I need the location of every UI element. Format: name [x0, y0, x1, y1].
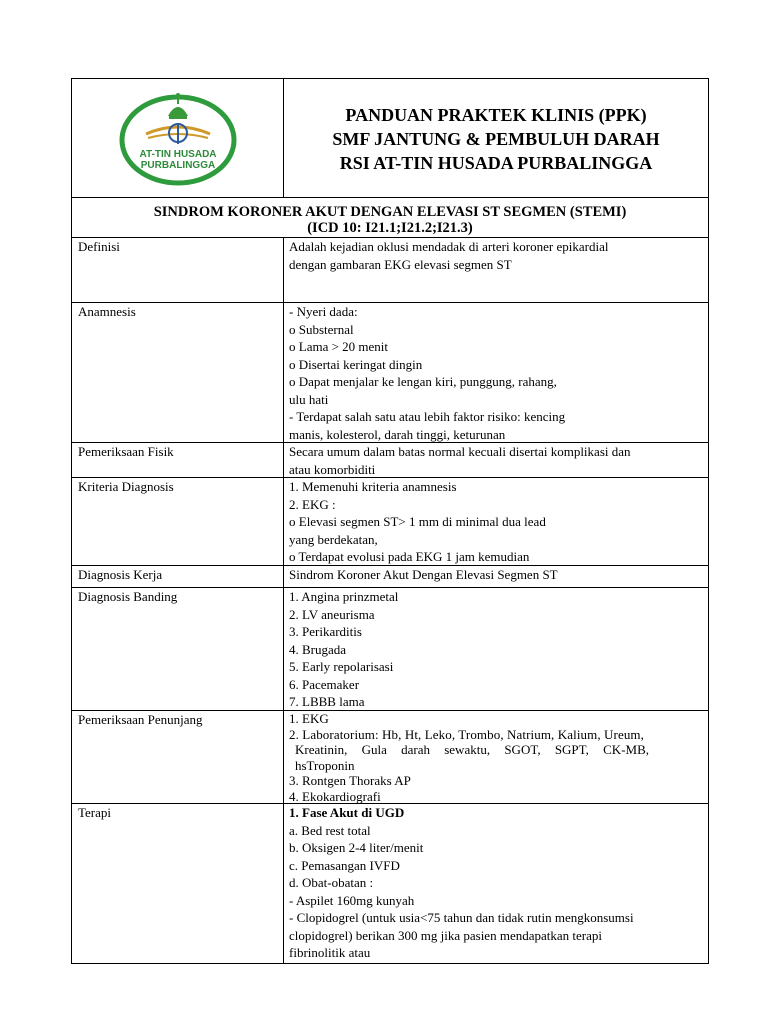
text-line: d. Obat-obatan : [289, 875, 374, 890]
text-line: 1. Memenuhi kriteria anamnesis [289, 479, 457, 494]
text-line: o Disertai keringat dingin [289, 356, 423, 372]
text-line: - Clopidogrel (untuk usia<75 tahun dan tidak rutin mengkonsumsi [289, 910, 634, 925]
content-anamnesis [284, 303, 708, 442]
text-line: 7. LBBB lama [289, 694, 365, 709]
text-line: ulu hati [289, 391, 329, 407]
document-header [71, 78, 709, 198]
text-line: o Dapat menjalar ke lengan kiri, punggung, rahang, [289, 374, 557, 389]
label-diagnosis-kerja: Diagnosis Kerja [72, 566, 284, 587]
text-line: a. Bed rest total [289, 822, 371, 838]
logo-text-2: PURBALINGGA [140, 160, 215, 171]
label-terapi: Terapi [72, 804, 284, 963]
text-line: atau komorbiditi [289, 461, 376, 477]
content-terapi [284, 804, 708, 963]
row-pemeriksaan-penunjang [71, 711, 709, 804]
row-anamnesis [71, 303, 709, 443]
text-line: o Substernal [289, 321, 354, 337]
text-line: manis, kolesterol, darah tinggi, keturunan [289, 426, 506, 442]
row-diagnosis-kerja [71, 566, 709, 588]
text-line: hsTroponin [295, 757, 355, 773]
text-line: 1. Angina prinzmetal [289, 589, 399, 604]
text-line: o Lama > 20 menit [289, 339, 389, 354]
text-line: 3. Rontgen Thoraks AP [289, 773, 411, 788]
text-line: clopidogrel) berikan 300 mg jika pasien mendapatkan terapi [289, 927, 602, 943]
text-line: dengan gambaran EKG elevasi segmen ST [289, 256, 512, 272]
text-line: Kreatinin, Gula darah sewaktu, SGOT, SGPT, CK-MB, [295, 742, 650, 757]
row-definisi [71, 238, 709, 303]
logo-cell [72, 79, 284, 197]
label-pemeriksaan-fisik: Pemeriksaan Fisik [72, 443, 284, 477]
title-line-2: SMF JANTUNG & PEMBULUH DARAH [332, 129, 660, 149]
text-line: - Aspilet 160mg kunyah [289, 892, 415, 908]
text-line: yang berdekatan, [289, 531, 378, 547]
text-line: o Terdapat evolusi pada EKG 1 jam kemudian [289, 549, 530, 564]
label-pemeriksaan-penunjang: Pemeriksaan Penunjang [72, 711, 284, 803]
text-line: b. Oksigen 2-4 liter/menit [289, 840, 424, 855]
terapi-heading: 1. Fase Akut di UGD [289, 805, 405, 820]
text-line: Sindrom Koroner Akut Dengan Elevasi Segmen ST [289, 567, 558, 582]
text-line: 2. EKG : [289, 496, 336, 512]
text-line: 4. Brugada [289, 641, 347, 657]
row-kriteria-diagnosis [71, 478, 709, 566]
row-diagnosis-banding [71, 588, 709, 711]
text-line: c. Pemasangan IVFD [289, 857, 400, 873]
label-anamnesis: Anamnesis [72, 303, 284, 442]
ppk-document [71, 78, 709, 964]
text-line: o Elevasi segmen ST> 1 mm di minimal dua lead [289, 514, 546, 529]
text-line: - Terdapat salah satu atau lebih faktor risiko: kencing [289, 409, 566, 424]
label-definisi: Definisi [72, 238, 284, 302]
text-line: 1. EKG [289, 711, 329, 726]
content-definisi [284, 238, 708, 302]
text-line: - Nyeri dada: [289, 304, 358, 319]
diagnosis-title [71, 198, 709, 238]
text-line: Adalah kejadian oklusi mendadak di arteri koroner epikardial [289, 239, 609, 254]
text-line: 5. Early repolarisasi [289, 659, 394, 674]
label-diagnosis-banding: Diagnosis Banding [72, 588, 284, 710]
row-terapi [71, 804, 709, 964]
text-line: 6. Pacemaker [289, 676, 360, 692]
text-line: 2. LV aneurisma [289, 606, 375, 622]
diagnosis-title-line-1: SINDROM KORONER AKUT DENGAN ELEVASI ST SEGMEN (STEMI) [153, 204, 627, 220]
logo-text-1: AT-TIN HUSADA [138, 149, 217, 160]
text-line: 2. Laboratorium: Hb, Ht, Leko, Trombo, Natrium, Kalium, Ureum, [289, 726, 644, 742]
content-diagnosis-kerja [284, 566, 708, 587]
text-line: Secara umum dalam batas normal kecuali disertai komplikasi dan [289, 444, 631, 459]
text-line: fibrinolitik atau [289, 945, 371, 960]
hospital-logo [118, 90, 238, 186]
content-pemeriksaan-fisik [284, 443, 708, 477]
text-line: 4. Ekokardiografi [289, 788, 381, 804]
title-line-1: PANDUAN PRAKTEK KLINIS (PPK) [345, 105, 647, 125]
content-kriteria-diagnosis [284, 478, 708, 565]
label-kriteria-diagnosis: Kriteria Diagnosis [72, 478, 284, 565]
text-line: 3. Perikarditis [289, 624, 362, 639]
document-title [284, 79, 708, 197]
title-line-3: RSI AT-TIN HUSADA PURBALINGGA [339, 153, 653, 173]
content-diagnosis-banding [284, 588, 708, 710]
content-pemeriksaan-penunjang [284, 711, 708, 803]
row-pemeriksaan-fisik [71, 443, 709, 478]
icd-code-line: (ICD 10: I21.1;I21.2;I21.3) [307, 220, 473, 236]
